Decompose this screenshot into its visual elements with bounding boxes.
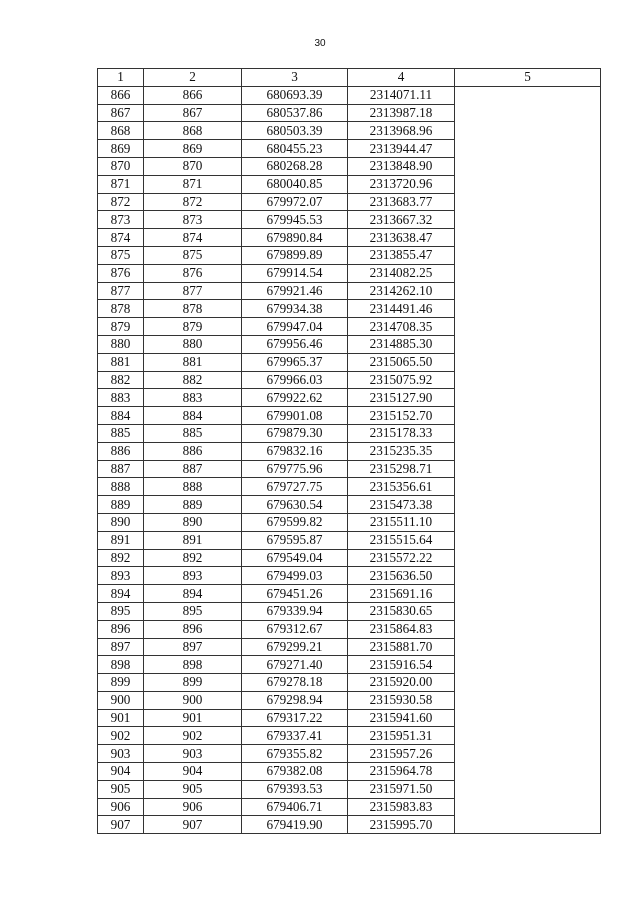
y-coordinate-cell: 2314071.11 <box>348 86 455 104</box>
point-number-cell: 904 <box>144 763 242 781</box>
x-coordinate-cell: 679630.54 <box>242 496 348 514</box>
y-coordinate-cell: 2315830.65 <box>348 602 455 620</box>
row-number-cell: 901 <box>98 709 144 727</box>
point-number-cell: 879 <box>144 318 242 336</box>
y-coordinate-cell: 2315881.70 <box>348 638 455 656</box>
y-coordinate-cell: 2315515.64 <box>348 531 455 549</box>
y-coordinate-cell: 2314708.35 <box>348 318 455 336</box>
y-coordinate-cell: 2315178.33 <box>348 424 455 442</box>
row-number-cell: 900 <box>98 691 144 709</box>
y-coordinate-cell: 2315920.00 <box>348 674 455 692</box>
y-coordinate-cell: 2315298.71 <box>348 460 455 478</box>
row-number-cell: 875 <box>98 246 144 264</box>
row-number-cell: 894 <box>98 585 144 603</box>
y-coordinate-cell: 2315691.16 <box>348 585 455 603</box>
point-number-cell: 881 <box>144 353 242 371</box>
x-coordinate-cell: 680455.23 <box>242 140 348 158</box>
row-number-cell: 879 <box>98 318 144 336</box>
x-coordinate-cell: 680693.39 <box>242 86 348 104</box>
y-coordinate-cell: 2313944.47 <box>348 140 455 158</box>
row-number-cell: 868 <box>98 122 144 140</box>
x-coordinate-cell: 679945.53 <box>242 211 348 229</box>
x-coordinate-cell: 679393.53 <box>242 780 348 798</box>
y-coordinate-cell: 2315473.38 <box>348 496 455 514</box>
point-number-cell: 905 <box>144 780 242 798</box>
y-coordinate-cell: 2314082.25 <box>348 264 455 282</box>
point-number-cell: 868 <box>144 122 242 140</box>
x-coordinate-cell: 679965.37 <box>242 353 348 371</box>
x-coordinate-cell: 679727.75 <box>242 478 348 496</box>
point-number-cell: 903 <box>144 745 242 763</box>
point-number-cell: 880 <box>144 335 242 353</box>
row-number-cell: 891 <box>98 531 144 549</box>
row-number-cell: 907 <box>98 816 144 834</box>
x-coordinate-cell: 679298.94 <box>242 691 348 709</box>
x-coordinate-cell: 679451.26 <box>242 585 348 603</box>
point-number-cell: 872 <box>144 193 242 211</box>
point-number-cell: 897 <box>144 638 242 656</box>
point-number-cell: 866 <box>144 86 242 104</box>
header-col-5: 5 <box>455 69 601 87</box>
x-coordinate-cell: 679278.18 <box>242 674 348 692</box>
point-number-cell: 876 <box>144 264 242 282</box>
point-number-cell: 886 <box>144 442 242 460</box>
point-number-cell: 902 <box>144 727 242 745</box>
row-number-cell: 878 <box>98 300 144 318</box>
point-number-cell: 875 <box>144 246 242 264</box>
column-5-empty-cell <box>455 86 601 833</box>
point-number-cell: 889 <box>144 496 242 514</box>
row-number-cell: 880 <box>98 335 144 353</box>
x-coordinate-cell: 679595.87 <box>242 531 348 549</box>
point-number-cell: 869 <box>144 140 242 158</box>
y-coordinate-cell: 2314491.46 <box>348 300 455 318</box>
x-coordinate-cell: 679966.03 <box>242 371 348 389</box>
point-number-cell: 901 <box>144 709 242 727</box>
y-coordinate-cell: 2313667.32 <box>348 211 455 229</box>
x-coordinate-cell: 679914.54 <box>242 264 348 282</box>
row-number-cell: 871 <box>98 175 144 193</box>
x-coordinate-cell: 679972.07 <box>242 193 348 211</box>
row-number-cell: 884 <box>98 407 144 425</box>
header-col-1: 1 <box>98 69 144 87</box>
y-coordinate-cell: 2315572.22 <box>348 549 455 567</box>
row-number-cell: 873 <box>98 211 144 229</box>
row-number-cell: 872 <box>98 193 144 211</box>
y-coordinate-cell: 2313683.77 <box>348 193 455 211</box>
y-coordinate-cell: 2314885.30 <box>348 335 455 353</box>
row-number-cell: 888 <box>98 478 144 496</box>
row-number-cell: 897 <box>98 638 144 656</box>
point-number-cell: 878 <box>144 300 242 318</box>
y-coordinate-cell: 2315995.70 <box>348 816 455 834</box>
row-number-cell: 906 <box>98 798 144 816</box>
y-coordinate-cell: 2315957.26 <box>348 745 455 763</box>
row-number-cell: 903 <box>98 745 144 763</box>
x-coordinate-cell: 679549.04 <box>242 549 348 567</box>
x-coordinate-cell: 679832.16 <box>242 442 348 460</box>
point-number-cell: 896 <box>144 620 242 638</box>
x-coordinate-cell: 679934.38 <box>242 300 348 318</box>
x-coordinate-cell: 680268.28 <box>242 157 348 175</box>
x-coordinate-cell: 679317.22 <box>242 709 348 727</box>
point-number-cell: 884 <box>144 407 242 425</box>
row-number-cell: 869 <box>98 140 144 158</box>
page-number: 30 <box>314 38 326 49</box>
point-number-cell: 867 <box>144 104 242 122</box>
x-coordinate-cell: 680537.86 <box>242 104 348 122</box>
point-number-cell: 870 <box>144 157 242 175</box>
header-col-2: 2 <box>144 69 242 87</box>
x-coordinate-cell: 679947.04 <box>242 318 348 336</box>
row-number-cell: 883 <box>98 389 144 407</box>
x-coordinate-cell: 680040.85 <box>242 175 348 193</box>
row-number-cell: 876 <box>98 264 144 282</box>
y-coordinate-cell: 2313987.18 <box>348 104 455 122</box>
x-coordinate-cell: 679271.40 <box>242 656 348 674</box>
y-coordinate-cell: 2313968.96 <box>348 122 455 140</box>
row-number-cell: 893 <box>98 567 144 585</box>
y-coordinate-cell: 2314262.10 <box>348 282 455 300</box>
point-number-cell: 874 <box>144 229 242 247</box>
x-coordinate-cell: 679901.08 <box>242 407 348 425</box>
x-coordinate-cell: 679382.08 <box>242 763 348 781</box>
table-row <box>98 86 601 104</box>
y-coordinate-cell: 2315951.31 <box>348 727 455 745</box>
x-coordinate-cell: 679299.21 <box>242 638 348 656</box>
row-number-cell: 870 <box>98 157 144 175</box>
row-number-cell: 887 <box>98 460 144 478</box>
y-coordinate-cell: 2315971.50 <box>348 780 455 798</box>
x-coordinate-cell: 679499.03 <box>242 567 348 585</box>
point-number-cell: 893 <box>144 567 242 585</box>
y-coordinate-cell: 2315983.83 <box>348 798 455 816</box>
row-number-cell: 885 <box>98 424 144 442</box>
y-coordinate-cell: 2313720.96 <box>348 175 455 193</box>
x-coordinate-cell: 679956.46 <box>242 335 348 353</box>
table-header <box>98 69 601 87</box>
table-body <box>98 86 601 833</box>
y-coordinate-cell: 2315235.35 <box>348 442 455 460</box>
row-number-cell: 898 <box>98 656 144 674</box>
y-coordinate-cell: 2315065.50 <box>348 353 455 371</box>
y-coordinate-cell: 2315356.61 <box>348 478 455 496</box>
y-coordinate-cell: 2315511.10 <box>348 513 455 531</box>
y-coordinate-cell: 2315152.70 <box>348 407 455 425</box>
y-coordinate-cell: 2315636.50 <box>348 567 455 585</box>
point-number-cell: 898 <box>144 656 242 674</box>
header-col-4: 4 <box>348 69 455 87</box>
x-coordinate-cell: 680503.39 <box>242 122 348 140</box>
row-number-cell: 905 <box>98 780 144 798</box>
row-number-cell: 866 <box>98 86 144 104</box>
row-number-cell: 896 <box>98 620 144 638</box>
x-coordinate-cell: 679599.82 <box>242 513 348 531</box>
row-number-cell: 892 <box>98 549 144 567</box>
header-col-3: 3 <box>242 69 348 87</box>
row-number-cell: 874 <box>98 229 144 247</box>
row-number-cell: 895 <box>98 602 144 620</box>
row-number-cell: 889 <box>98 496 144 514</box>
y-coordinate-cell: 2315941.60 <box>348 709 455 727</box>
point-number-cell: 899 <box>144 674 242 692</box>
y-coordinate-cell: 2315075.92 <box>348 371 455 389</box>
row-number-cell: 904 <box>98 763 144 781</box>
row-number-cell: 867 <box>98 104 144 122</box>
y-coordinate-cell: 2315864.83 <box>348 620 455 638</box>
point-number-cell: 871 <box>144 175 242 193</box>
point-number-cell: 885 <box>144 424 242 442</box>
row-number-cell: 882 <box>98 371 144 389</box>
point-number-cell: 891 <box>144 531 242 549</box>
x-coordinate-cell: 679312.67 <box>242 620 348 638</box>
point-number-cell: 906 <box>144 798 242 816</box>
point-number-cell: 888 <box>144 478 242 496</box>
point-number-cell: 894 <box>144 585 242 603</box>
row-number-cell: 881 <box>98 353 144 371</box>
x-coordinate-cell: 679775.96 <box>242 460 348 478</box>
y-coordinate-cell: 2315964.78 <box>348 763 455 781</box>
point-number-cell: 890 <box>144 513 242 531</box>
row-number-cell: 890 <box>98 513 144 531</box>
y-coordinate-cell: 2315930.58 <box>348 691 455 709</box>
y-coordinate-cell: 2313638.47 <box>348 229 455 247</box>
point-number-cell: 882 <box>144 371 242 389</box>
x-coordinate-cell: 679922.62 <box>242 389 348 407</box>
x-coordinate-cell: 679899.89 <box>242 246 348 264</box>
point-number-cell: 892 <box>144 549 242 567</box>
point-number-cell: 900 <box>144 691 242 709</box>
y-coordinate-cell: 2313855.47 <box>348 246 455 264</box>
point-number-cell: 877 <box>144 282 242 300</box>
point-number-cell: 873 <box>144 211 242 229</box>
x-coordinate-cell: 679339.94 <box>242 602 348 620</box>
point-number-cell: 883 <box>144 389 242 407</box>
coordinates-table <box>97 68 601 834</box>
row-number-cell: 899 <box>98 674 144 692</box>
x-coordinate-cell: 679879.30 <box>242 424 348 442</box>
point-number-cell: 887 <box>144 460 242 478</box>
point-number-cell: 907 <box>144 816 242 834</box>
y-coordinate-cell: 2313848.90 <box>348 157 455 175</box>
x-coordinate-cell: 679337.41 <box>242 727 348 745</box>
x-coordinate-cell: 679419.90 <box>242 816 348 834</box>
x-coordinate-cell: 679921.46 <box>242 282 348 300</box>
x-coordinate-cell: 679890.84 <box>242 229 348 247</box>
y-coordinate-cell: 2315916.54 <box>348 656 455 674</box>
header-row <box>98 69 601 87</box>
row-number-cell: 902 <box>98 727 144 745</box>
row-number-cell: 886 <box>98 442 144 460</box>
x-coordinate-cell: 679355.82 <box>242 745 348 763</box>
y-coordinate-cell: 2315127.90 <box>348 389 455 407</box>
point-number-cell: 895 <box>144 602 242 620</box>
x-coordinate-cell: 679406.71 <box>242 798 348 816</box>
row-number-cell: 877 <box>98 282 144 300</box>
